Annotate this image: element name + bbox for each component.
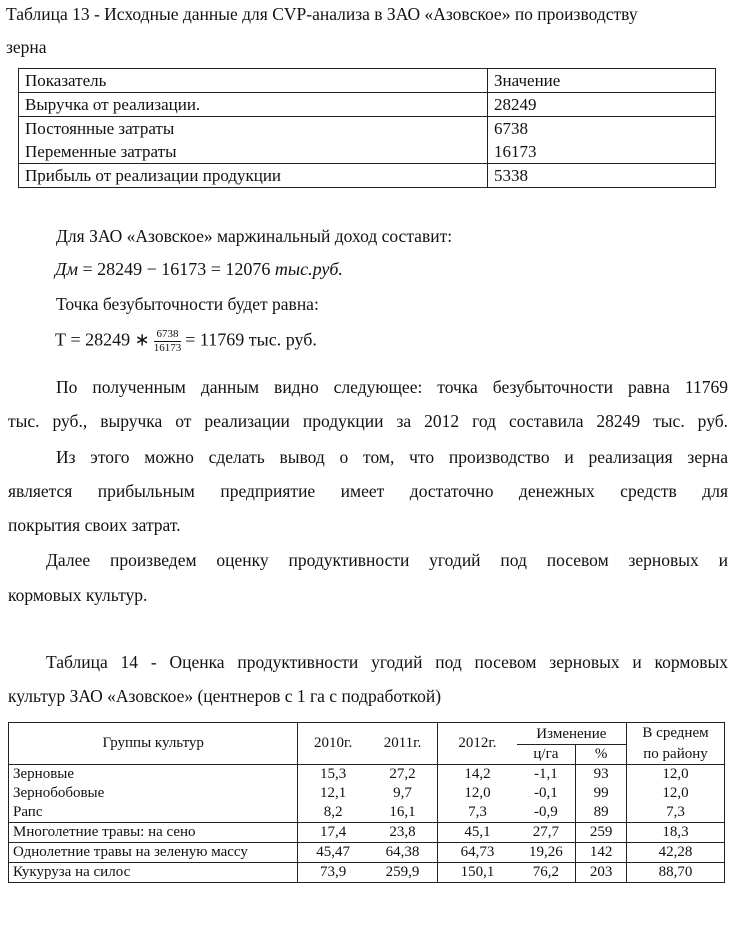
table-row (19, 117, 716, 141)
cell: 12,0 (627, 784, 725, 803)
formula-value: 16173 (161, 259, 207, 279)
fraction (154, 328, 182, 355)
cell: -0,9 (517, 803, 576, 823)
table-row (9, 843, 725, 863)
cell: 150,1 (438, 863, 517, 883)
cell: 203 (576, 863, 627, 883)
table-row (9, 784, 725, 803)
table14-caption-cont: культур ЗАО «Азовское» (центнеров с 1 га с подработкой) (8, 686, 442, 706)
formula-symbol: Дм (55, 259, 78, 279)
cell: 27,7 (517, 823, 576, 843)
table14-caption: Таблица 14 - Оценка продуктивности угодий под посевом зерновых и кормовых (46, 652, 728, 672)
cell: 89 (576, 803, 627, 823)
paragraph: По полученным данным видно следующее: точка безубыточности равна 11769 (56, 377, 728, 397)
paragraph: покрытия своих затрат. (8, 515, 181, 535)
cell: 64,38 (368, 843, 438, 863)
formula-symbol: Т (55, 329, 66, 350)
table-row (9, 823, 725, 843)
table-row (19, 164, 716, 188)
formula-value: 28249 (97, 259, 143, 279)
cell: 5338 (488, 164, 716, 188)
cell: 9,7 (368, 784, 438, 803)
cell: 99 (576, 784, 627, 803)
formula-unit: тыс.руб. (274, 259, 343, 279)
table13-caption-cont: зерна (6, 37, 47, 57)
cell: Зерновые (9, 765, 298, 785)
table14 (8, 722, 725, 883)
table13-caption: Таблица 13 - Исходные данные для CVP-анализа в ЗАО «Азовское» по производству (6, 4, 638, 24)
cell: 18,3 (627, 823, 725, 843)
cell: 76,2 (517, 863, 576, 883)
header-cell: ц/га (517, 745, 576, 765)
table-row (19, 93, 716, 117)
header-cell: В среднем (627, 723, 725, 745)
paragraph: является прибыльным предприятие имеет достаточно денежных средств для (8, 481, 728, 501)
table-row (19, 140, 716, 164)
cell: 142 (576, 843, 627, 863)
cell: 12,0 (627, 765, 725, 785)
cell: 17,4 (298, 823, 368, 843)
cell: Выручка от реализации. (19, 93, 488, 117)
header-cell: 2010г. (298, 723, 368, 765)
table-row (9, 765, 725, 785)
header-cell: по району (627, 745, 725, 765)
cell: 45,1 (438, 823, 517, 843)
header-cell: Изменение (517, 723, 627, 745)
header-cell: % (576, 745, 627, 765)
formula-margin-income: Дм = 28249 − 16173 = 12076 тыс.руб. (55, 259, 343, 279)
cell: 27,2 (368, 765, 438, 785)
cell: 42,28 (627, 843, 725, 863)
cell: 23,8 (368, 823, 438, 843)
cell: 12,1 (320, 785, 347, 801)
cell: Кукуруза на силос (9, 863, 298, 883)
formula-result: 12076 (225, 259, 271, 279)
header-cell: Показатель (19, 69, 488, 93)
header-cell: Значение (488, 69, 716, 93)
cell: 7,3 (438, 803, 517, 823)
cell: 15,3 (320, 766, 347, 782)
cell: 73,9 (298, 863, 368, 883)
paragraph: Далее произведем оценку продуктивности угодий под посевом зерновых и (46, 550, 728, 570)
cell: Рапс (9, 803, 298, 823)
table-row (9, 863, 725, 883)
cell: 19,26 (517, 843, 576, 863)
cell: Прибыль от реализации продукции (19, 164, 488, 188)
cell: 259 (576, 823, 627, 843)
cell: 16173 (488, 140, 716, 164)
paragraph: кормовых культур. (8, 585, 148, 605)
cell: Постоянные затраты (19, 117, 488, 141)
header-cell: 2011г. (368, 723, 438, 765)
cell: Однолетние травы на зеленую массу (9, 843, 298, 863)
cell: Переменные затраты (19, 140, 488, 164)
cell: 259,9 (368, 863, 438, 883)
cell: 93 (576, 765, 627, 785)
table-header-row (19, 69, 716, 93)
cell: 8,2 (298, 803, 368, 823)
formula-unit: тыс. руб. (248, 329, 317, 350)
cell: 16,1 (368, 803, 438, 823)
cell: 6738 (488, 117, 716, 141)
cell: -0,1 (517, 784, 576, 803)
cell: 45,47 (298, 843, 368, 863)
paragraph: Для ЗАО «Азовское» маржинальный доход составит: (56, 226, 453, 246)
table13 (18, 68, 716, 188)
formula-break-even: Т = 28249 ∗ $\frac{6738}{16173}$ = 11769 тыс. руб. (55, 328, 317, 354)
fraction-numerator: 6738 (154, 328, 182, 342)
cell: 88,70 (627, 863, 725, 883)
cell: 64,73 (438, 843, 517, 863)
table-header-row (9, 723, 725, 745)
fraction-denominator: 16173 (153, 342, 182, 354)
cell: 14,2 (464, 766, 491, 782)
paragraph: Из этого можно сделать вывод о том, что производство и реализация зерна (56, 447, 728, 467)
header-cell: 2012г. (438, 723, 517, 765)
formula-result: 11769 (199, 329, 245, 350)
cell: 28249 (488, 93, 716, 117)
cell: Многолетние травы: на сено (9, 823, 298, 843)
cell: 7,3 (627, 803, 725, 823)
cell: 12,0 (464, 785, 491, 801)
paragraph: тыс. руб., выручка от реализации продукции за 2012 год составила 28249 тыс. руб. (8, 411, 728, 431)
formula-value: 28249 (85, 329, 131, 350)
cell: Зернобобовые (9, 784, 298, 803)
header-cell: Группы культур (9, 723, 298, 765)
cell: -1,1 (517, 765, 576, 785)
paragraph: Точка безубыточности будет равна: (56, 294, 319, 314)
table-row (9, 803, 725, 823)
